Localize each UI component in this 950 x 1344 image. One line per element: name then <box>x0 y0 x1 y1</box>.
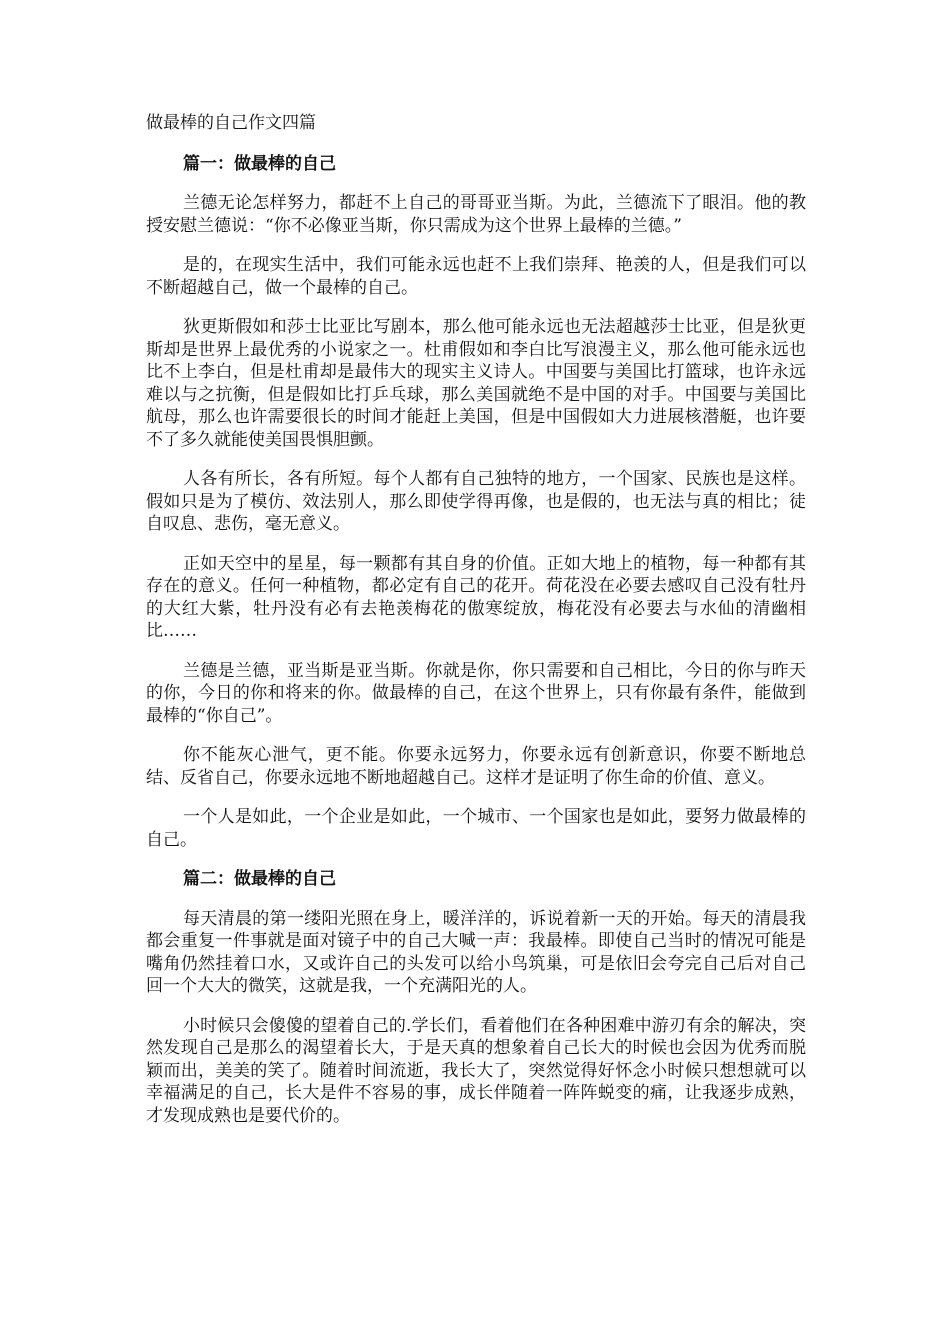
paragraph: 一个人是如此，一个企业是如此，一个城市、一个国家也是如此，要努力做最棒的自己。 <box>146 807 806 850</box>
section-heading-2: 篇二：做最棒的自己 <box>183 869 336 889</box>
document-title: 做最棒的自己作文四篇 <box>146 113 316 133</box>
paragraph: 每天清晨的第一缕阳光照在身上，暖洋洋的，诉说着新一天的开始。每天的清晨我都会重复一件事就是面对镜子中的自己大喊一声：我最棒。即使自己当时的情况可能是嘴角仍然挂着口水，又或许自己的头发可以给小鸟筑巢，可是依旧会夸完自己后对自己回一个大大的微笑，这就是我，一个充满阳光的人。 <box>146 908 806 996</box>
section-heading-1: 篇一：做最棒的自己 <box>183 153 336 174</box>
paragraph: 狄更斯假如和莎士比亚比写剧本，那么他可能永远也无法超越莎士比亚，但是狄更斯却是世界上最优秀的小说家之一。杜甫假如和李白比写浪漫主义，那么他可能永远也比不上李白，但是杜甫却是最伟大的现实主义诗人。中国要与美国比打篮球，也许永远难以与之抗衡，但是假如比打乒乓球，那么美国就绝不是中国的对手。中国要与美国比航母，那么也许需要很长的时间才能赶上美国，但是中国假如大力进展核潜艇，也许要不了多久就能使美国畏惧胆颤。 <box>146 317 806 450</box>
paragraph: 人各有所长，各有所短。每个人都有自己独特的地方，一个国家、民族也是这样。假如只是为了模仿、效法别人，那么即使学得再像，也是假的，也无法与真的相比；徒自叹息、悲伤，毫无意义。 <box>146 469 806 534</box>
paragraph: 兰德无论怎样努力，都赶不上自己的哥哥亚当斯。为此，兰德流下了眼泪。他的教授安慰兰德说：“你不必像亚当斯，你只需成为这个世界上最棒的兰德。” <box>146 193 806 236</box>
paragraph: 是的，在现实生活中，我们可能永远也赶不上我们崇拜、艳羡的人，但是我们可以不断超越自己，做一个最棒的自己。 <box>146 255 806 298</box>
paragraph: 你不能灰心泄气，更不能。你要永远努力，你要永远有创新意识，你要不断地总结、反省自己，你要永远地不断地超越自己。这样才是证明了你生命的价值、意义。 <box>146 745 806 788</box>
document-body <box>146 112 806 1144</box>
paragraph: 兰德是兰德，亚当斯是亚当斯。你就是你，你只需要和自己相比，今日的你与昨天的你，今日的你和将来的你。做最棒的自己，在这个世界上，只有你最有条件，能做到最棒的“你自己”。 <box>146 660 806 726</box>
paragraph: 正如天空中的星星，每一颗都有其自身的价值。正如大地上的植物，每一种都有其存在的意义。任何一种植物，都必定有自己的花开。荷花没在必要去感叹自己没有牡丹的大红大紫，牡丹没有必有去艳羡梅花的傲寒绽放，梅花没有必要去与水仙的清幽相比…… <box>146 553 806 641</box>
paragraph: 小时候只会傻傻的望着自己的.学长们，看着他们在各种困难中游刃有余的解决，突然发现自己是那么的渴望着长大，于是天真的想象着自己长大的时候也会因为优秀而脱颖而出，美美的笑了。随着时间流逝，我长大了，突然觉得好怀念小时候只想想就可以幸福满足的自己，长大是件不容易的事，成长伴随着一阵阵蜕变的痛，让我逐步成熟，才发现成熟也是要代价的。 <box>146 1015 806 1126</box>
